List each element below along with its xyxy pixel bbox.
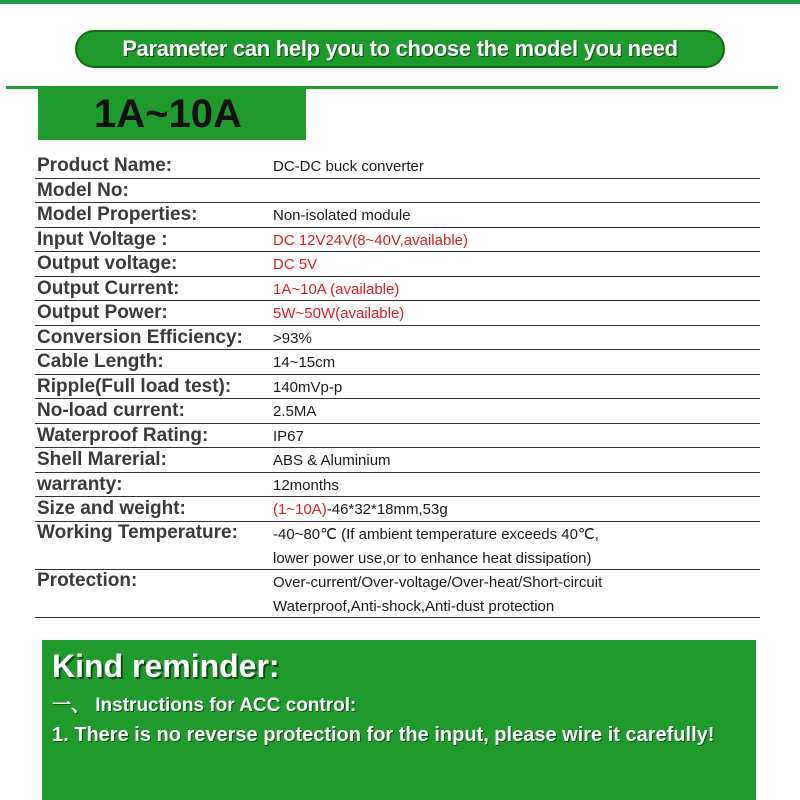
spec-value: 12months — [273, 476, 339, 494]
spec-row — [35, 570, 760, 618]
spec-value — [273, 501, 448, 518]
spec-label: Shell Marerial: — [37, 449, 167, 470]
spec-row — [35, 277, 760, 302]
spec-label: Product Name: — [37, 155, 173, 176]
spec-label: Waterproof Rating: — [37, 424, 209, 446]
spec-value-prefix: (1~10A) — [273, 501, 327, 518]
spec-value: DC 5V — [273, 256, 318, 273]
spec-value: 14~15cm — [273, 354, 336, 371]
spec-label: warranty: — [37, 473, 123, 495]
spec-value-line: Over-current/Over-voltage/Over-heat/Short-circuit — [273, 573, 603, 591]
spec-row — [35, 301, 760, 326]
spec-row — [35, 497, 760, 522]
spec-row — [35, 228, 760, 253]
spec-label: Working Temperature: — [37, 521, 238, 543]
spec-value: ABS & Aluminium — [273, 452, 391, 469]
spec-row — [35, 375, 760, 400]
spec-label: Output Power: — [37, 302, 168, 323]
reminder-title: Kind reminder: — [52, 648, 280, 684]
spec-value: 5W~50W(available) — [273, 305, 405, 322]
spec-value: 140mVp-p — [273, 378, 343, 396]
spec-label: Input Voltage : — [37, 228, 168, 250]
spec-value — [273, 523, 599, 571]
spec-value: DC 12V24V(8~40V,available) — [273, 231, 468, 249]
spec-value-rest: -46*32*18mm,53g — [326, 501, 448, 518]
spec-row — [35, 448, 760, 473]
spec-label: Size and weight: — [37, 498, 186, 519]
spec-value: >93% — [273, 329, 312, 347]
spec-row — [35, 203, 760, 228]
kind-reminder-panel — [42, 640, 756, 800]
spec-label: Ripple(Full load test): — [37, 375, 232, 397]
reminder-subtitle: 一、 Instructions for ACC control: — [52, 695, 357, 716]
spec-value-line: -40~80℃ (If ambient temperature exceeds 40℃, — [273, 525, 599, 543]
spec-row — [35, 350, 760, 375]
spec-label: No-load current: — [37, 400, 185, 421]
spec-label: Model No: — [37, 179, 129, 201]
spec-row — [35, 424, 760, 449]
spec-label: Output Current: — [37, 277, 180, 299]
spec-label: Cable Length: — [37, 351, 164, 372]
spec-value-line: lower power use,or to enhance heat dissipation) — [273, 549, 592, 567]
spec-label: Protection: — [37, 569, 138, 591]
parameter-banner: Parameter can help you to choose the model you need — [75, 30, 725, 68]
spec-label: Conversion Efficiency: — [37, 326, 243, 348]
spec-value: DC-DC buck converter — [273, 158, 424, 175]
spec-row — [35, 473, 760, 498]
spec-row — [35, 326, 760, 351]
spec-label: Output voltage: — [37, 253, 178, 274]
spec-row — [35, 522, 760, 570]
spec-row — [35, 399, 760, 424]
spec-row — [35, 252, 760, 277]
spec-value: Non-isolated module — [273, 207, 411, 224]
spec-value: 2.5MA — [273, 403, 317, 420]
spec-row — [35, 154, 760, 179]
spec-value: IP67 — [273, 427, 304, 445]
spec-value-line: Waterproof,Anti-shock,Anti-dust protection — [273, 597, 555, 615]
spec-value — [273, 571, 602, 619]
spec-label: Model Properties: — [37, 204, 198, 225]
top-divider — [0, 0, 800, 4]
current-range-tab: 1A~10A — [38, 88, 306, 140]
spec-value: 1A~10A (available) — [273, 280, 400, 298]
spec-row — [35, 179, 760, 204]
spec-table — [35, 154, 760, 618]
reminder-note: 1. There is no reverse protection for the input, please wire it carefully! — [52, 724, 715, 746]
